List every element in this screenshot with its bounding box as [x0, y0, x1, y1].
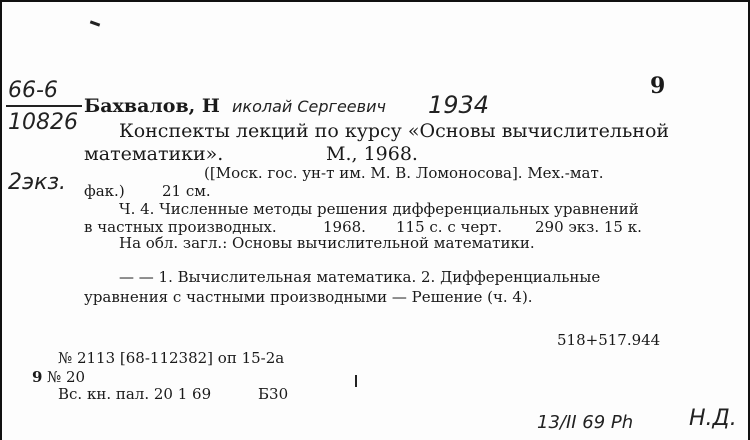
part-line-2: в частных производных.	[84, 218, 277, 236]
page-number: 9	[650, 73, 666, 99]
subjects-line-2: уравнения с частными производными — Решение (ч. 4).	[84, 288, 533, 306]
size: 21 см.	[162, 182, 211, 200]
copies-note: 2экз.	[8, 170, 67, 195]
author-handwritten: иколай Сергеевич	[232, 97, 386, 116]
subjects-line-1: — — 1. Вычислительная математика. 2. Дифференциальные	[119, 268, 601, 286]
pages: 115 с. с черт.	[396, 218, 502, 236]
title-line-2: математики».	[84, 143, 224, 165]
ink-mark	[90, 20, 100, 26]
call-number-top: 66-6	[8, 78, 58, 103]
part-line-1: Ч. 4. Численные методы решения дифференциальных уравнений	[119, 200, 639, 218]
classification: 518+517.944	[557, 331, 661, 349]
entry-note: Вс. кн. пал. 20 1 69	[58, 385, 212, 403]
entry-code: Б30	[258, 385, 289, 403]
part-year: 1968.	[323, 218, 366, 236]
author: Бахвалов, Н	[84, 95, 220, 117]
call-number-bottom: 10826	[8, 110, 78, 135]
record-prefix: 9	[32, 368, 43, 386]
card-top-border	[0, 0, 750, 2]
publisher-line-1: ([Моск. гос. ун-т им. М. В. Ломоносова]. Мех.-мат.	[204, 164, 604, 182]
cover-title-note: На обл. загл.: Основы вычислительной математики.	[119, 234, 535, 252]
publisher-line-2: фак.)	[84, 182, 125, 200]
initials: Н.Д.	[689, 406, 737, 431]
print-run: 290 экз. 15 к.	[535, 218, 642, 236]
author-year: 1934	[428, 91, 490, 119]
handwritten-date: 13/II 69 Рh	[537, 412, 634, 433]
card-left-border	[0, 0, 2, 440]
ink-mark	[355, 375, 357, 387]
record-number: № 2113 [68-112382] оп 15-2а	[58, 349, 285, 367]
record-sub: № 20	[47, 368, 86, 386]
title-line-1: Конспекты лекций по курсу «Основы вычислительной	[119, 120, 670, 142]
imprint: М., 1968.	[326, 143, 418, 165]
call-number-divider	[6, 105, 82, 107]
